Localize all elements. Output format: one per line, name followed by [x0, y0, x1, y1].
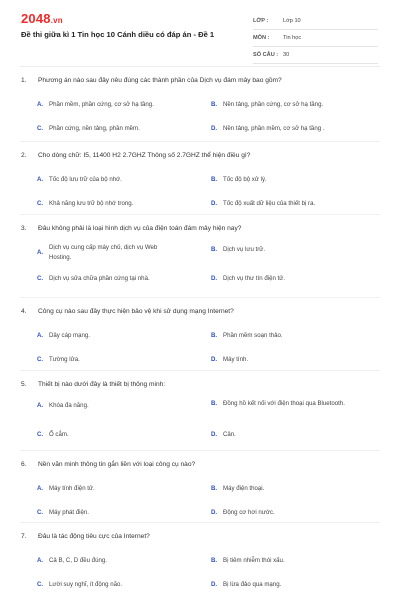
- answer-option-a[interactable]: [37, 175, 122, 185]
- answer-option-d[interactable]: [211, 274, 285, 284]
- option-text: Nền tảng, phần mềm, cơ sở hạ tầng .: [223, 125, 325, 132]
- answer-option-c[interactable]: [37, 274, 150, 284]
- option-text: Dịch vụ thư tín điện tử.: [223, 275, 286, 282]
- question-text: [21, 308, 234, 315]
- answer-option-a[interactable]: [37, 556, 107, 566]
- question-separator: [20, 450, 380, 451]
- option-letter: A.: [37, 402, 44, 410]
- option-letter: D.: [211, 125, 218, 133]
- option-letter: D.: [211, 431, 218, 439]
- question-prompt: Đâu không phải là loại hình dịch vụ của điện toán đám mây hiện nay?: [38, 225, 242, 232]
- question-separator: [20, 297, 380, 298]
- question-number: 7.: [21, 533, 27, 540]
- option-text: Dây cáp mạng.: [49, 332, 90, 339]
- answer-option-a[interactable]: [37, 401, 89, 411]
- answer-option-d[interactable]: [211, 355, 248, 365]
- option-text: Ổ cắm.: [49, 431, 69, 438]
- answer-option-a[interactable]: [37, 100, 154, 110]
- option-letter: B.: [211, 101, 218, 109]
- option-letter: C.: [37, 275, 44, 283]
- answer-option-b[interactable]: [211, 175, 267, 185]
- answer-option-a[interactable]: [37, 331, 90, 341]
- info-row-class: [253, 13, 378, 30]
- option-letter: C.: [37, 431, 44, 439]
- option-letter: A.: [37, 557, 44, 565]
- option-text: Dịch vụ sửa chữa phần cứng tại nhà.: [49, 275, 150, 282]
- option-text: Phần mềm soạn thảo.: [223, 332, 283, 339]
- option-text: Tốc độ xuất dữ liệu của thiết bị ra.: [223, 200, 316, 207]
- option-text: Khóa đa năng.: [49, 402, 89, 409]
- question-prompt: Cho dòng chữ: I5, 11400 H2 2.7GHZ Thông số 2.7GHZ thể hiện điều gì?: [38, 152, 251, 159]
- option-letter: A.: [37, 249, 44, 256]
- answer-option-c[interactable]: [37, 508, 89, 518]
- option-text: Cân.: [223, 431, 236, 438]
- question-prompt: Nền văn minh thông tin gắn liền với loại công cụ nào?: [38, 461, 196, 468]
- question-prompt: Công cụ nào sau đây thực hiện bảo vệ khi sử dụng mạng Internet?: [38, 308, 234, 315]
- answer-option-c[interactable]: [37, 430, 69, 440]
- answer-option-d[interactable]: [211, 508, 275, 518]
- question-text: [21, 152, 250, 159]
- question-number: 5.: [21, 381, 27, 388]
- option-letter: D.: [211, 509, 218, 517]
- option-letter: B.: [211, 400, 218, 408]
- answer-option-b[interactable]: [211, 331, 283, 341]
- option-letter: D.: [211, 275, 218, 283]
- question-text: [21, 77, 282, 84]
- option-text: Máy phát điện.: [49, 509, 89, 516]
- question-separator: [20, 141, 380, 142]
- option-letter: C.: [37, 509, 44, 517]
- option-letter: A.: [37, 101, 44, 109]
- option-letter: A.: [37, 485, 44, 493]
- option-letter: C.: [37, 581, 44, 589]
- option-text: Dịch vụ cung cấp máy chủ, dịch vụ Web Hosting.: [49, 244, 158, 261]
- answer-option-d[interactable]: [211, 124, 324, 134]
- option-text: Tốc độ lưu trữ của bộ nhớ.: [49, 176, 122, 183]
- info-row-question-count: [253, 47, 378, 64]
- answer-option-d[interactable]: [211, 430, 236, 440]
- answer-option-b[interactable]: [211, 245, 265, 255]
- option-letter: B.: [211, 485, 218, 493]
- logo-domain: .vn: [50, 16, 63, 25]
- question-prompt: Phương án nào sau đây nêu đúng các thành phần của Dịch vụ đám mây bao gồm?: [38, 77, 282, 84]
- option-text: Bị lừa đảo qua mạng.: [223, 581, 282, 588]
- question-separator: [20, 522, 380, 523]
- site-logo[interactable]: [21, 11, 63, 26]
- answer-option-b[interactable]: [211, 100, 323, 110]
- option-text: Cả B, C, D đều đúng.: [49, 557, 107, 564]
- option-letter: C.: [37, 200, 44, 208]
- answer-option-b[interactable]: [211, 484, 264, 494]
- option-letter: D.: [211, 581, 218, 589]
- question-separator: [20, 370, 380, 371]
- option-text: Khả năng lưu trữ bộ nhớ trong.: [49, 200, 134, 207]
- option-text: Dịch vụ lưu trữ.: [223, 246, 266, 253]
- answer-option-c[interactable]: [37, 355, 80, 365]
- header-divider: [20, 66, 380, 67]
- option-text: Tốc độ bộ xử lý.: [223, 176, 267, 183]
- answer-option-a[interactable]: [37, 243, 179, 262]
- option-text: Máy tính điện tử.: [49, 485, 95, 492]
- question-number: 3.: [21, 225, 27, 232]
- question-prompt: Đâu là tác động tiêu cực của Internet?: [38, 533, 150, 540]
- answer-option-b[interactable]: [211, 556, 285, 566]
- option-text: Phần cứng, nền tảng, phần mềm.: [49, 125, 140, 132]
- option-letter: B.: [211, 176, 218, 184]
- option-text: Nền tảng, phần cứng, cơ sở hạ tầng.: [223, 101, 324, 108]
- question-text: [21, 381, 165, 388]
- option-text: Máy tính.: [223, 356, 249, 363]
- option-text: Tường lửa.: [49, 356, 80, 363]
- info-value: Tin học: [283, 35, 302, 41]
- option-text: Bị tiêm nhiễm thói xấu.: [223, 557, 285, 564]
- option-letter: A.: [37, 176, 44, 184]
- option-letter: C.: [37, 356, 44, 364]
- answer-option-c[interactable]: [37, 580, 122, 590]
- option-letter: B.: [211, 246, 218, 254]
- page-header: [0, 0, 400, 60]
- question-text: [21, 461, 195, 468]
- info-value: 30: [283, 52, 290, 58]
- question-text: [21, 533, 150, 540]
- answer-option-b[interactable]: [211, 399, 353, 409]
- option-text: Động cơ hơi nước.: [223, 509, 275, 516]
- option-text: Đồng hồ kết nối với điện thoại qua Bluetooth.: [223, 400, 345, 407]
- option-text: Lười suy nghĩ, ít động não.: [49, 581, 123, 588]
- info-row-subject: [253, 30, 378, 47]
- option-letter: D.: [211, 200, 218, 208]
- question-number: 6.: [21, 461, 27, 468]
- question-number: 2.: [21, 152, 27, 159]
- answer-option-a[interactable]: [37, 484, 95, 494]
- question-text: [21, 225, 241, 232]
- question-prompt: Thiết bị nào dưới đây là thiết bị thông minh:: [38, 381, 166, 388]
- info-label: MÔN :: [253, 35, 270, 41]
- answer-option-d[interactable]: [211, 580, 281, 590]
- option-letter: B.: [211, 332, 218, 340]
- option-letter: D.: [211, 356, 218, 364]
- answer-option-d[interactable]: [211, 199, 315, 209]
- exam-info-table: [253, 13, 378, 64]
- info-label: LỚP :: [253, 18, 269, 24]
- option-letter: C.: [37, 125, 44, 133]
- question-separator: [20, 214, 380, 215]
- answer-option-c[interactable]: [37, 124, 140, 134]
- option-letter: A.: [37, 332, 44, 340]
- answer-option-c[interactable]: [37, 199, 133, 209]
- option-letter: B.: [211, 557, 218, 565]
- info-label: SỐ CÂU :: [253, 52, 279, 58]
- question-number: 4.: [21, 308, 27, 315]
- logo-number: 2048: [21, 11, 51, 26]
- exam-title: Đề thi giữa kì 1 Tin học 10 Cánh diều có đáp án - Đề 1: [21, 30, 215, 39]
- option-text: Phần mềm, phần cứng, cơ sở hạ tầng.: [49, 101, 154, 108]
- info-value: Lớp 10: [283, 18, 301, 24]
- option-text: Máy điện thoại.: [223, 485, 265, 492]
- question-number: 1.: [21, 77, 27, 84]
